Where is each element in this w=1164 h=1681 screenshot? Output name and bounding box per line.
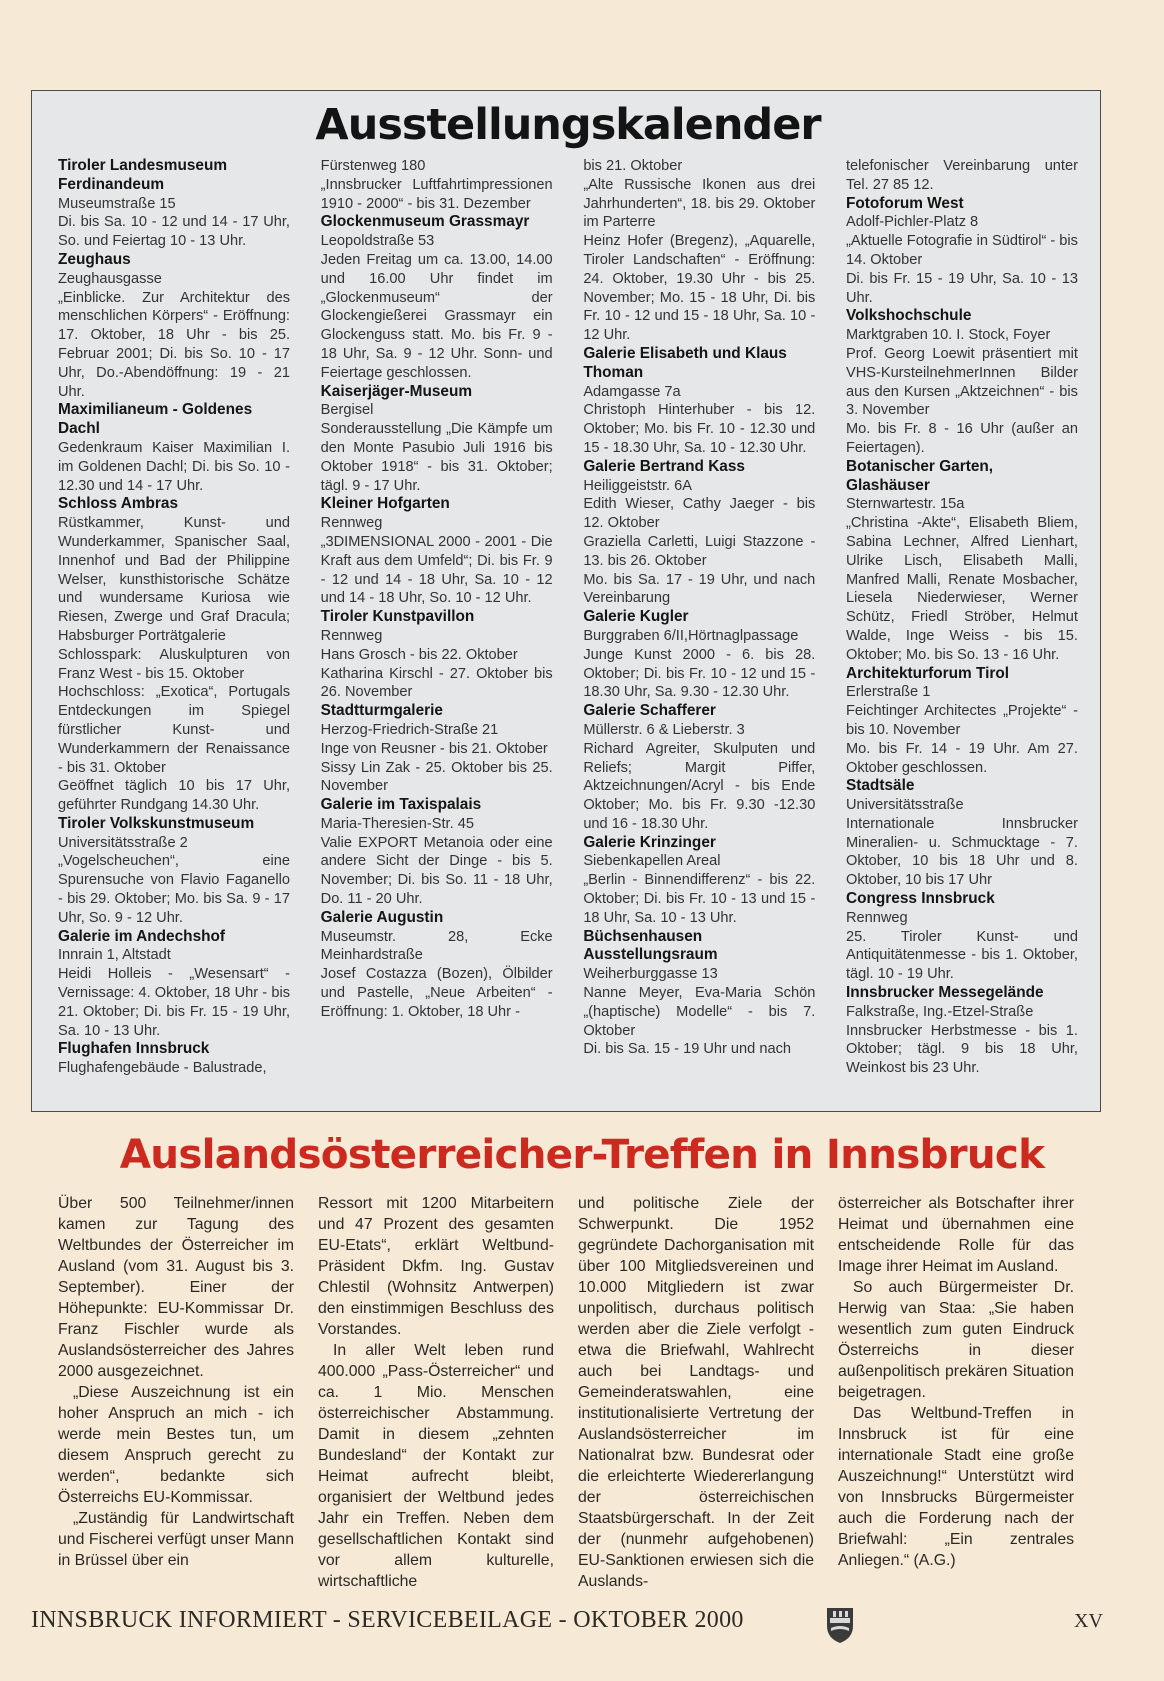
calendar-entry — [846, 307, 1078, 457]
calendar-column — [58, 157, 290, 1078]
calendar-entry — [58, 251, 290, 401]
entry-detail: Richard Agreiter, Skulputen und Reliefs; Margit Piffer, Aktzeichnungen/Acryl - bis Ende Oktober; Mo. bis Fr. 9.30 -12.30 und 16 - 18.30 Uhr. — [583, 740, 816, 832]
venue-name: Galerie Bertrand Kass — [583, 457, 745, 475]
calendar-column — [583, 157, 815, 1078]
entry-detail: Herzog-Friedrich-Straße 21 — [320, 721, 499, 738]
article-paragraph: österreicher als Botschafter ihrer Heimat und übernahmen eine entscheidende Rolle für das Image ihrer Heimat im Ausland. — [838, 1195, 1074, 1275]
calendar-entry — [583, 928, 815, 1060]
calendar-entry — [58, 928, 290, 1041]
calendar-entry — [583, 458, 815, 608]
article-paragraph: In aller Welt leben rund 400.000 „Pass-Österreicher“ und ca. 1 Mio. Menschen österreichischer Abstammung. Damit in diesem „zehnten Bundesland“ der Kontakt zur Heimat aufrecht bleibt, organisiert der Weltbund jedes Jahr ein Treffen. Neben dem gesellschaftlichen Kontakt sind vor allem kulturelle, wirtschaftliche — [318, 1342, 554, 1590]
entry-detail: Heidi Holleis - „Wesensart“ - Vernissage: 4. Oktober, 18 Uhr - bis 21. Oktober; Di. bis Fr. 15 - 19 Uhr, Sa. 10 - 13 Uhr. — [58, 966, 290, 1039]
entry-detail: Internationale Innsbrucker Mineralien- u. Schmucktage - 7. Oktober, 10 bis 18 Uhr und 8. Oktober, 10 bis 17 Uhr — [845, 815, 1078, 889]
venue-name: Stadtsäle — [845, 777, 915, 795]
calendar-entry — [58, 495, 290, 815]
article-paragraph: „Zuständig für Landwirtschaft und Fischerei verfügt unser Mann in Brüssel über ein — [58, 1510, 294, 1569]
article-title: Auslandsösterreicher-Treffen in Innsbruck — [119, 1130, 1045, 1178]
page-number: XV — [1074, 1610, 1103, 1632]
entry-detail: „Vogelscheuchen“, eine Spurensuche von Flavio Faganello - bis 29. Oktober; Mo. bis Sa. 9 - 17 Uhr, So. 9 - 12 Uhr. — [58, 853, 290, 926]
entry-detail: Museumstr. 28, Ecke Meinhardstraße — [320, 928, 553, 964]
entry-detail: Prof. Georg Loewit präsentiert mit VHS-KursteilnehmerInnen Bilder aus den Kursen „Aktzeichnen“ - bis 3. November — [845, 345, 1078, 419]
entry-detail: Bergisel — [320, 402, 374, 419]
venue-name: Innsbrucker Messegelände — [845, 984, 1044, 1002]
entry-detail: Edith Wieser, Cathy Jaeger - bis 12. Oktober — [583, 496, 816, 532]
venue-name: Tiroler Landesmuseum Ferdinandeum — [58, 157, 228, 193]
entry-detail: Mo. bis Sa. 17 - 19 Uhr, und nach Vereinbarung — [583, 571, 816, 607]
entry-detail: Rennweg — [320, 515, 383, 532]
entry-detail: Leopoldstraße 53 — [320, 233, 435, 250]
venue-name: Architekturforum Tirol — [845, 664, 1010, 682]
entry-detail: „Einblicke. Zur Architektur des menschlichen Körpers“ - Eröffnung: 17. Oktober, 18 Uhr - bis 25. Februar 2001; Di. bis So. 10 - 17 Uhr, Do.-Abendöffnung: 19 - 21 Uhr. — [58, 289, 290, 400]
entry-detail: Burggraben 6/II,Hörtnaglpassage — [583, 627, 799, 644]
calendar-entry — [846, 458, 1078, 665]
venue-name: Congress Innsbruck — [845, 890, 995, 908]
article-body — [58, 1193, 1074, 1592]
entry-detail: Rennweg — [845, 909, 908, 926]
entry-detail: Sternwartestr. 15a — [845, 496, 965, 513]
entry-detail: Katharina Kirschl - 27. Oktober bis 26. November — [320, 665, 553, 701]
article-column — [578, 1193, 814, 1592]
article-paragraph: und politische Ziele der Schwerpunkt. Die 1952 gegründete Dachorganisation mit über 100 Mitgliedsvereinen und 10.000 Mitgliedern ist zwar unpolitisch, durchaus politisch werden aber die Ziele verfolgt - etwa die Briefwahl, Wahlrecht auch bei Landtags- und Gemeinderatswahlen, eine institutionalisierte Vertretung der Auslandsösterreicher im Nationalrat bzw. Bundesrat oder die erleichterte Wiedererlangung der österreichischen Staatsbürgerschaft. In der Zeit der (nunmehr aufgehobenen) EU-Sanktionen erwiesen sich die Auslands- — [578, 1195, 814, 1590]
entry-detail: Museumstraße 15 — [58, 195, 176, 212]
calendar-entry — [58, 157, 290, 251]
venue-name: Tiroler Kunstpavillon — [320, 608, 475, 626]
entry-detail: Universitätsstraße — [845, 797, 964, 814]
venue-name: Galerie im Taxispalais — [320, 796, 482, 814]
entry-detail: telefonischer Vereinbarung unter Tel. 27 85 12. — [845, 158, 1078, 193]
article-paragraph: Ressort mit 1200 Mitarbeitern und 47 Prozent des gesamten EU-Etats“, erklärt Weltbund-Präsident Dkfm. Ing. Gustav Chlestil (Wohnsitz Antwerpen) den einstimmigen Beschluss des Vorstandes. — [318, 1195, 554, 1338]
venue-name: Galerie Augustin — [320, 908, 444, 926]
entry-detail: Siebenkapellen Areal — [583, 853, 721, 870]
calendar-entry — [846, 195, 1078, 308]
venue-name: Galerie Kugler — [583, 608, 689, 626]
calendar-column — [321, 157, 553, 1078]
venue-name: Zeughaus — [58, 250, 131, 268]
venue-name: Fotoforum West — [845, 194, 964, 212]
calendar-entry — [321, 383, 553, 496]
venue-name: Kleiner Hofgarten — [320, 495, 450, 513]
entry-detail: bis 21. Oktober — [583, 158, 683, 174]
calendar-entry — [321, 608, 553, 702]
calendar-entry — [846, 984, 1078, 1078]
entry-detail: Di. bis Fr. 15 - 19 Uhr, Sa. 10 - 13 Uhr. — [845, 270, 1078, 306]
entry-detail: Graziella Carletti, Luigi Stazzone - 13. bis 26. Oktober — [583, 533, 816, 569]
entry-detail: Adolf-Pichler-Platz 8 — [845, 214, 979, 231]
entry-detail: Fürstenweg 180 — [320, 158, 426, 174]
calendar-entry — [321, 495, 553, 608]
entry-detail: Rennweg — [320, 627, 383, 644]
entry-detail: Falkstraße, Ing.-Etzel-Straße — [845, 1003, 1034, 1020]
entry-detail: Schlosspark: Aluskulpturen von Franz West - bis 15. Oktober — [58, 646, 290, 682]
entry-detail: Rüstkammer, Kunst- und Wunderkammer, Spanischer Saal, Innenhof und Bad der Philippine Welser, kunsthistorische Schätze und wundersame Kuriosa wie Riesen, Zwerge und Graf Dracula; Habsburger Porträtgalerie — [58, 515, 290, 644]
calendar-entry — [583, 608, 815, 702]
entry-detail: Marktgraben 10. I. Stock, Foyer — [845, 327, 1051, 344]
venue-name: Kaiserjäger-Museum — [320, 382, 473, 400]
entry-detail: Maria-Theresien-Str. 45 — [320, 815, 474, 832]
entry-detail: Hans Grosch - bis 22. Oktober — [320, 646, 518, 663]
entry-detail: Hochschloss: „Exotica“, Portugals Entdeckungen im Spiegel fürstlicher Kunst- und Wunderkammern der Renaissance - bis 31. Oktober — [58, 684, 290, 776]
calendar-entry — [583, 345, 815, 458]
entry-detail: Di. bis Sa. 15 - 19 Uhr und nach — [583, 1041, 791, 1058]
entry-detail: „Berlin - Binnendifferenz“ - bis 22. Oktober; Di. bis Fr. 10 - 13 und 15 - 18 Uhr, Sa. 10 - 13 Uhr. — [583, 872, 816, 926]
entry-detail: Josef Costazza (Bozen), Ölbilder und Pastelle, „Neue Arbeiten“ - Eröffnung: 1. Oktober, 18 Uhr - — [320, 966, 553, 1020]
venue-name: Glockenmuseum Grassmayr — [320, 213, 530, 231]
venue-name: Galerie im Andechshof — [58, 927, 226, 945]
entry-detail: Sissy Lin Zak - 25. Oktober bis 25. November — [320, 759, 553, 795]
calendar-entry — [583, 157, 815, 345]
entry-detail: Sonderausstellung „Die Kämpfe um den Monte Pasubio Juli 1916 bis Oktober 1918“ - bis 31. Oktober; tägl. 9 - 17 Uhr. — [320, 421, 553, 494]
calendar-entry — [321, 702, 553, 796]
entry-detail: Heiliggeiststr. 6A — [583, 477, 693, 494]
calendar-title: Ausstellungskalender — [315, 100, 821, 150]
entry-detail: Erlerstraße 1 — [845, 684, 931, 701]
article-column — [58, 1193, 294, 1592]
entry-detail: Mo. bis Fr. 8 - 16 Uhr (außer an Feiertagen). — [845, 421, 1078, 456]
calendar-entry — [846, 157, 1078, 195]
calendar-entry — [846, 777, 1078, 890]
calendar-entry — [58, 815, 290, 928]
entry-detail: Weiherburggasse 13 — [583, 966, 718, 983]
entry-detail: Feichtinger Architectes „Projekte“ - bis 10. November — [845, 703, 1078, 738]
venue-name: Galerie Elisabeth und Klaus Thoman — [583, 344, 787, 381]
entry-detail: Innrain 1, Altstadt — [58, 947, 171, 964]
venue-name: Galerie Schafferer — [583, 702, 716, 720]
calendar-entry — [321, 909, 553, 1022]
entry-detail: Zeughausgasse — [58, 270, 162, 287]
entry-detail: Nanne Meyer, Eva-Maria Schön „(haptische) Modelle“ - bis 7. Oktober — [583, 985, 816, 1039]
calendar-entry — [846, 890, 1078, 984]
entry-detail: Innsbrucker Herbstmesse - bis 1. Oktober; tägl. 9 bis 18 Uhr, Weinkost bis 23 Uhr. — [845, 1022, 1078, 1077]
entry-detail: Geöffnet täglich 10 bis 17 Uhr, geführter Rundgang 14.30 Uhr. — [58, 778, 290, 814]
calendar-entry — [321, 213, 553, 382]
calendar-columns — [58, 157, 1078, 1078]
entry-detail: „3DIMENSIONAL 2000 - 2001 - Die Kraft aus dem Umfeld“; Di. bis Fr. 9 - 12 und 14 - 18 Uhr, Sa. 10 - 12 und 14 - 18 Uhr, So. 10 - 12 Uhr. — [320, 533, 553, 607]
entry-detail: Inge von Reusner - bis 21. Oktober — [320, 740, 548, 757]
entry-detail: Christoph Hinterhuber - bis 12. Oktober; Mo. bis Fr. 10 - 12.30 und 15 - 18.30 Uhr, Sa. 10 - 12.30 Uhr. — [583, 402, 816, 456]
entry-detail: Jeden Freitag um ca. 13.00, 14.00 und 16.00 Uhr findet im „Glockenmuseum“ der Glockengießerei Grassmayr ein Glockenguss statt. Mo. bis Fr. 9 - 18 Uhr, Sa. 9 - 12 Uhr. Sonn- und Feiertage geschlossen. — [320, 251, 553, 381]
entry-detail: Junge Kunst 2000 - 6. bis 28. Oktober; Di. bis Fr. 10 - 12 und 15 - 18.30 Uhr, Sa. 9.30 - 12.30 Uhr. — [583, 646, 816, 701]
article-paragraph: So auch Bürgermeister Dr. Herwig van Staa: „Sie haben wesentlich zum guten Eindruck Österreichs in dieser außenpolitisch prekären Situation beigetragen. — [838, 1279, 1074, 1401]
entry-detail: Heinz Hofer (Bregenz), „Aquarelle, Tiroler Landschaften“ - Eröffnung: 24. Oktober, 19.30 Uhr - bis 25. November; Mo. 15 - 18 Uhr, Di. bis Fr. 10 - 12 und 15 - 18 Uhr, Sa. 10 - 12 Uhr. — [583, 233, 816, 344]
article-column — [838, 1193, 1074, 1592]
calendar-entry — [58, 401, 290, 495]
article-column — [318, 1193, 554, 1592]
entry-detail: Mo. bis Fr. 14 - 19 Uhr. Am 27. Oktober geschlossen. — [845, 740, 1078, 776]
venue-name: Volkshochschule — [845, 307, 972, 325]
calendar-entry — [321, 796, 553, 909]
exhibition-calendar — [31, 90, 1101, 1112]
venue-name: Flughafen Innsbruck — [58, 1040, 210, 1058]
entry-detail: „Christina -Akte“, Elisabeth Bliem, Sabina Lechner, Alfred Lienhart, Ulrike Lisch, Elisabeth Malli, Manfred Malli, Renate Mosbacher, Liesela Niederwieser, Werner Schütz, Friedl Ströber, Helmut Walde, Inge Weiss - bis 15. Oktober; Mo. bis So. 13 - 16 Uhr. — [845, 515, 1078, 663]
article-paragraph: „Diese Auszeichnung ist ein hoher Anspruch an mich - ich werde mein Bestes tun, um diesem Anspruch gerecht zu werden“, bedankte sich Österreichs EU-Kommissar. — [58, 1384, 294, 1506]
article-paragraph: Das Weltbund-Treffen in Innsbruck ist für eine internationale Stadt eine große Auszeichnung!“ Unterstützt wird von Innsbrucks Bürgermeister auch die Forderung nach der Briefwahl: „Ein zentrales Anliegen.“ (A.G.) — [838, 1405, 1074, 1569]
entry-detail: „Innsbrucker Luftfahrtimpressionen 1910 - 2000“ - bis 31. Dezember — [320, 176, 553, 212]
venue-name: Tiroler Volkskunstmuseum — [58, 814, 255, 832]
entry-detail: Gedenkraum Kaiser Maximilian I. im Goldenen Dachl; Di. bis So. 10 - 12.30 und 14 - 17 Uhr. — [58, 439, 290, 494]
entry-detail: Valie EXPORT Metanoia oder eine andere Sicht der Dinge - bis 5. November; Di. bis So. 11 - 18 Uhr, Do. 11 - 20 Uhr. — [320, 834, 553, 908]
entry-detail: Flughafengebäude - Balustrade, — [58, 1060, 267, 1077]
venue-name: Botanischer Garten, Glashäuser — [845, 457, 994, 494]
calendar-column — [846, 157, 1078, 1078]
entry-detail: Di. bis Sa. 10 - 12 und 14 - 17 Uhr, So. und Feiertag 10 - 13 Uhr. — [58, 214, 290, 250]
entry-detail: „Alte Russische Ikonen aus drei Jahrhunderten“, 18. bis 29. Oktober im Parterre — [583, 176, 816, 231]
venue-name: Galerie Krinzinger — [583, 833, 716, 851]
entry-detail: „Aktuelle Fotografie in Südtirol“ - bis 14. Oktober — [845, 233, 1078, 268]
footer-publication: INNSBRUCK INFORMIERT - SERVICEBEILAGE - OKTOBER 2000 — [31, 1607, 744, 1633]
entry-detail: 25. Tiroler Kunst- und Antiquitätenmesse - bis 1. Oktober, tägl. 10 - 19 Uhr. — [845, 928, 1078, 983]
entry-detail: Universitätsstraße 2 — [58, 834, 188, 851]
venue-name: Stadtturmgalerie — [320, 702, 443, 720]
venue-name: Maximilianeum - Goldenes Dachl — [58, 401, 253, 438]
entry-detail: Müllerstr. 6 & Lieberstr. 3 — [583, 721, 745, 738]
calendar-entry — [58, 1040, 290, 1078]
calendar-entry — [321, 157, 553, 213]
coat-of-arms-icon — [824, 1606, 856, 1644]
calendar-entry — [846, 665, 1078, 778]
venue-name: Büchsenhausen Ausstellungsraum — [583, 927, 718, 964]
calendar-entry — [583, 834, 815, 928]
calendar-entry — [583, 702, 815, 834]
article-paragraph: Über 500 Teilnehmer/innen kamen zur Tagung des Weltbundes der Österreicher im Ausland (vom 31. August bis 3. September). Einer der Höhepunkte: EU-Kommissar Dr. Franz Fischler wurde als Auslandsösterreicher des Jahres 2000 ausgezeichnet. — [58, 1195, 294, 1380]
venue-name: Schloss Ambras — [58, 495, 179, 513]
entry-detail: Adamgasse 7a — [583, 383, 681, 400]
